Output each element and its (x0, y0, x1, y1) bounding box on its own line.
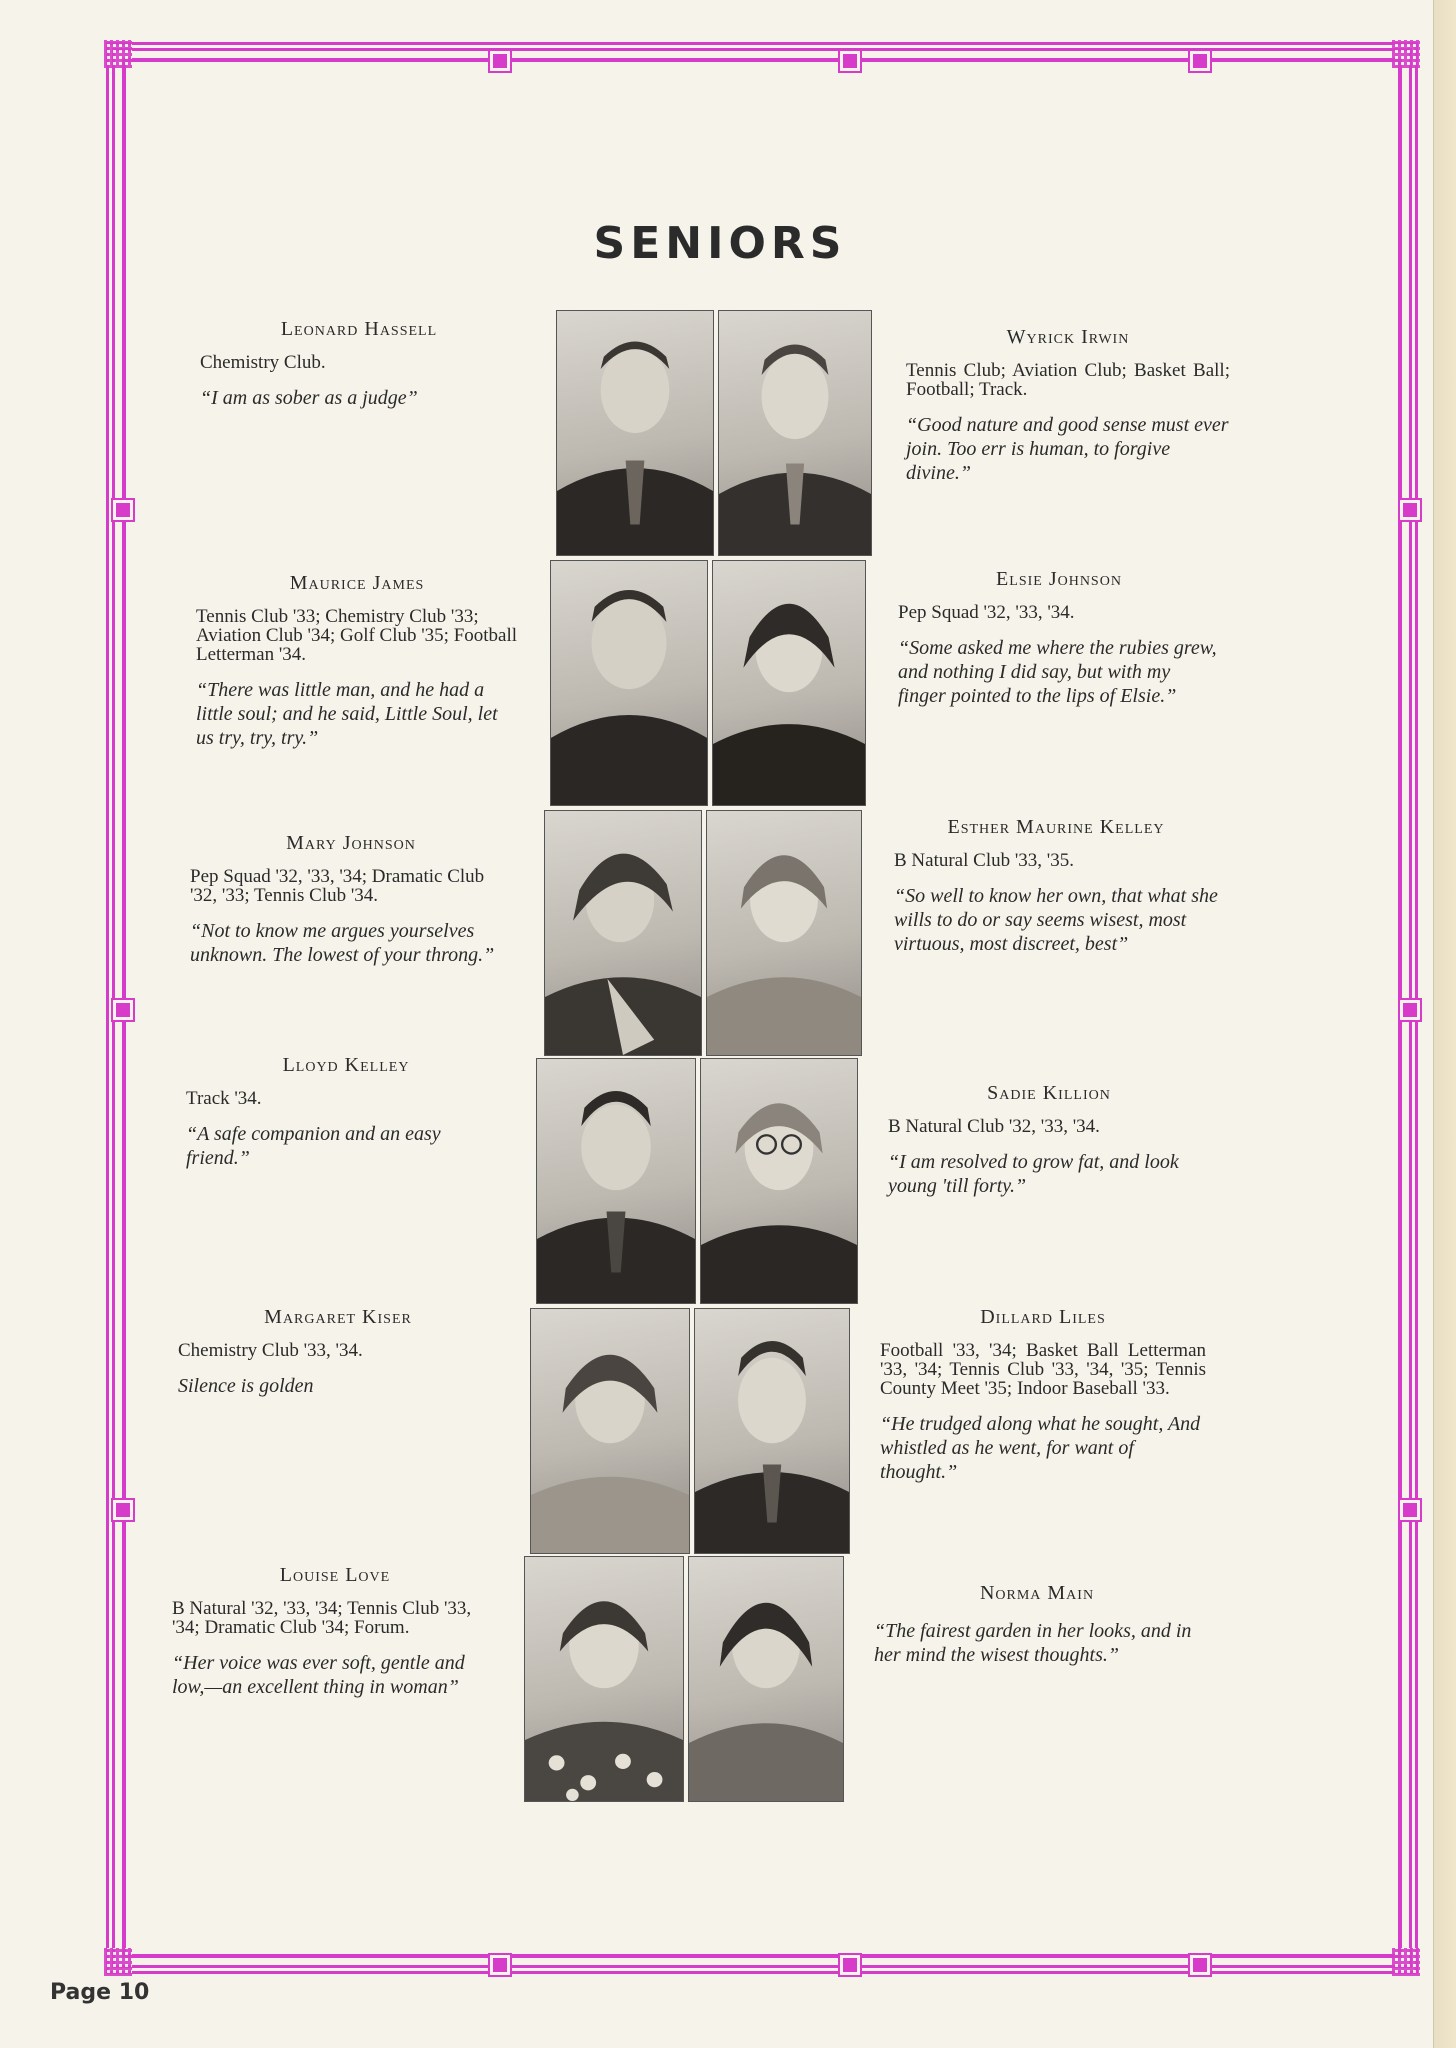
border-knot-ornament (1400, 1000, 1420, 1020)
border-knot-ornament (490, 51, 510, 71)
senior-name: Louise Love (279, 1564, 391, 1586)
senior-name: Elsie Johnson (996, 568, 1122, 590)
border-knot-ornament (1400, 1500, 1420, 1520)
border-knot-ornament (1190, 1955, 1210, 1975)
border-corner-ornament (104, 1948, 132, 1976)
senior-activities: Tennis Club; Aviation Club; Basket Ball; Football; Track. (906, 360, 1230, 400)
senior-quote: Silence is golden (178, 1375, 314, 1397)
senior-quote: “So well to know her own, that what she wills to do or say seems wisest, most virtuous, most discreet, best” (894, 885, 1218, 955)
senior-activities: Pep Squad '32, '33, '34; Dramatic Club '32, '33; Tennis Club '34. (190, 866, 485, 906)
senior-quote: “He trudged along what he sought, And whistled as he went, for want of thought.” (880, 1413, 1201, 1483)
senior-entry (200, 318, 518, 410)
senior-name: Lloyd Kelley (282, 1054, 410, 1076)
senior-quote: “Some asked me where the rubies grew, and nothing I did say, but with my finger pointed to the lips of Elsie.” (898, 637, 1217, 707)
portrait-photo (694, 1308, 850, 1554)
senior-entry (880, 1306, 1206, 1484)
senior-name: Leonard Hassell (280, 318, 438, 340)
portrait-photo (544, 810, 702, 1056)
senior-quote: “A safe companion and an easy friend.” (186, 1123, 441, 1169)
senior-name: Wyrick Irwin (1006, 326, 1130, 348)
border-knot-ornament (113, 500, 133, 520)
senior-entry (178, 1306, 498, 1398)
portrait-photo (524, 1556, 684, 1802)
portrait-photo (550, 560, 708, 806)
portrait-photo (556, 310, 714, 556)
adjacent-page-edge (1433, 0, 1456, 2048)
page-number: Page 10 (50, 1980, 150, 2005)
senior-entry (874, 1582, 1200, 1667)
border-corner-ornament (104, 40, 132, 68)
border-knot-ornament (113, 1000, 133, 1020)
senior-name: Mary Johnson (286, 832, 416, 854)
senior-name: Norma Main (979, 1582, 1095, 1604)
border-knot-ornament (1400, 500, 1420, 520)
senior-name: Maurice James (289, 572, 425, 594)
portrait-photo (700, 1058, 858, 1304)
senior-quote: “Not to know me argues yourselves unknown. The lowest of your throng.” (190, 920, 495, 966)
portrait-photo (712, 560, 866, 806)
senior-entry (894, 816, 1218, 956)
senior-activities: B Natural Club '32, '33, '34. (888, 1116, 1100, 1137)
senior-entry (190, 832, 512, 967)
senior-quote: “I am as sober as a judge” (200, 387, 418, 409)
senior-entry (898, 568, 1220, 708)
senior-entry (196, 572, 518, 750)
senior-quote: “Good nature and good sense must ever join. Too err is human, to forgive divine.” (906, 414, 1229, 484)
border-knot-ornament (1190, 51, 1210, 71)
senior-quote: “The fairest garden in her looks, and in her mind the wisest thoughts.” (874, 1620, 1192, 1666)
senior-quote: “I am resolved to grow fat, and look young 'till forty.” (888, 1151, 1179, 1197)
portrait-photo (688, 1556, 844, 1802)
border-knot-ornament (490, 1955, 510, 1975)
senior-name: Sadie Killion (987, 1082, 1111, 1104)
senior-activities: B Natural Club '33, '35. (894, 850, 1074, 871)
senior-activities: B Natural '32, '33, '34; Tennis Club '33, '34; Dramatic Club '34; Forum. (172, 1598, 472, 1638)
portrait-photo (706, 810, 862, 1056)
senior-name: Dillard Liles (980, 1306, 1106, 1328)
senior-activities: Track '34. (186, 1088, 262, 1109)
senior-entry (888, 1082, 1210, 1198)
border-corner-ornament (1392, 40, 1420, 68)
border-corner-ornament (1392, 1948, 1420, 1976)
border-knot-ornament (840, 1955, 860, 1975)
page-title: SENIORS (593, 218, 847, 269)
senior-quote: “Her voice was ever soft, gentle and low,—an excellent thing in woman” (172, 1652, 465, 1698)
senior-activities: Chemistry Club. (200, 352, 326, 373)
portrait-photo (718, 310, 872, 556)
senior-name: Esther Maurine Kelley (947, 816, 1165, 838)
senior-activities: Football '33, '34; Basket Ball Letterman '33, '34; Tennis Club '33, '34, '35; Tennis County Meet '35; Indoor Baseball '33. (880, 1340, 1206, 1399)
senior-quote: “There was little man, and he had a little soul; and he said, Little Soul, let us try, try, try.” (196, 679, 498, 749)
portrait-photo (536, 1058, 696, 1304)
portrait-photo (530, 1308, 690, 1554)
senior-entry (172, 1564, 498, 1699)
senior-activities: Tennis Club '33; Chemistry Club '33; Aviation Club '34; Golf Club '35; Football Letterman '34. (196, 606, 518, 665)
senior-entry (186, 1054, 506, 1170)
border-knot-ornament (840, 51, 860, 71)
senior-activities: Pep Squad '32, '33, '34. (898, 602, 1075, 623)
senior-activities: Chemistry Club '33, '34. (178, 1340, 363, 1361)
border-knot-ornament (113, 1500, 133, 1520)
senior-name: Margaret Kiser (264, 1306, 412, 1328)
senior-entry (906, 326, 1230, 485)
